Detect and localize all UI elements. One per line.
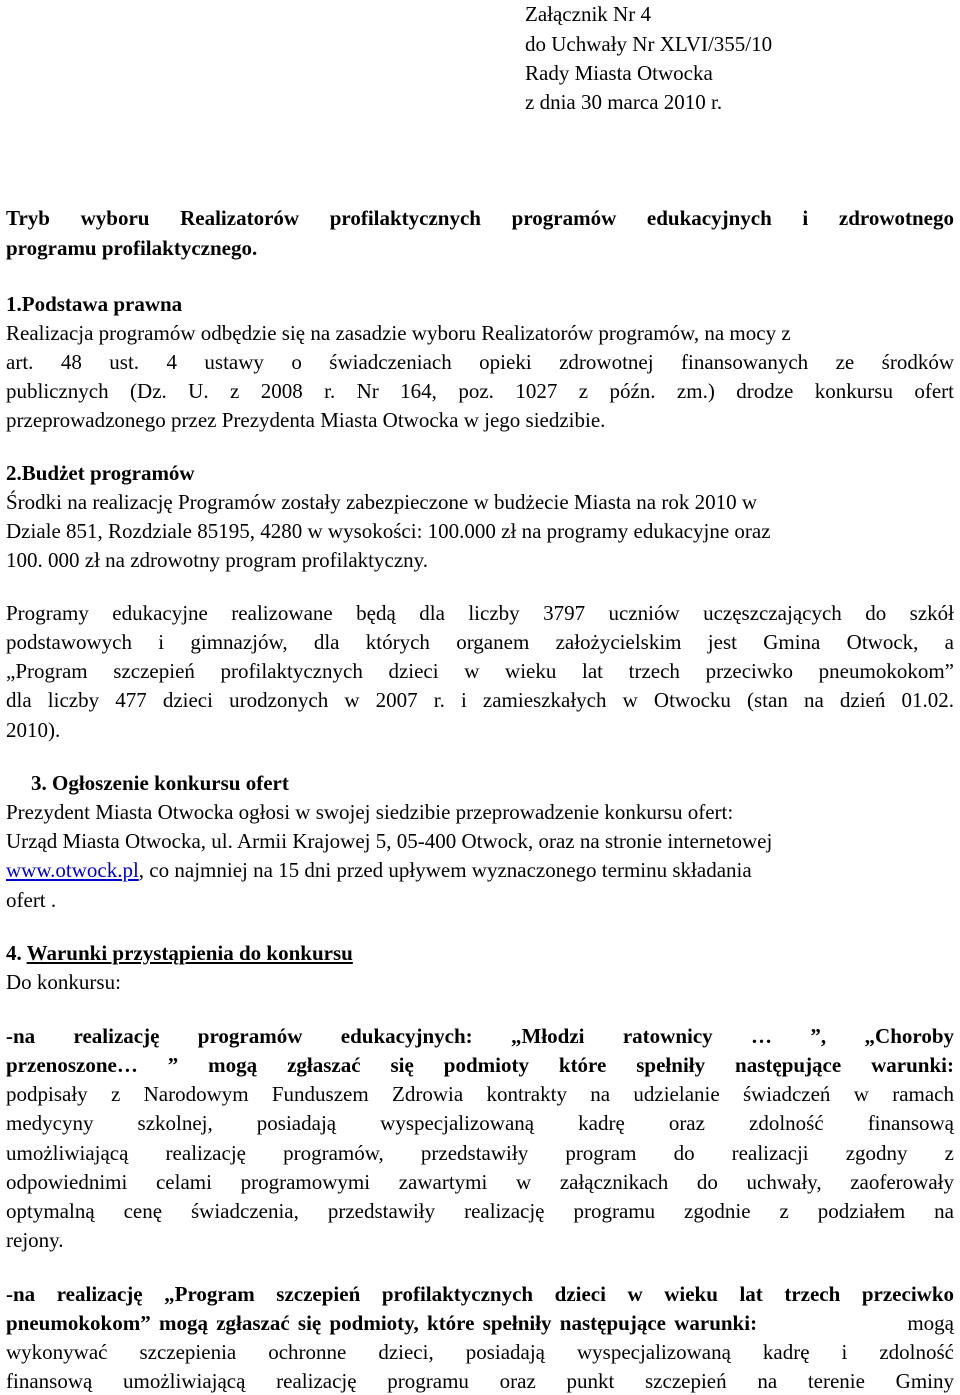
paragraph-line: Prezydent Miasta Otwocka ogłosi w swojej siedzibie przeprowadzenie konkursu ofert: [6, 800, 734, 824]
condition-item-heading: przenoszone… ” mogą zgłaszać się podmioty które spełniły następujące warunki: [6, 1055, 954, 1077]
header-line-attachment: Załącznik Nr 4 [525, 2, 651, 26]
paragraph-line: dla liczby 477 dzieci urodzonych w 2007 r. i zamieszkałych w Otwocku (stan na dzień 01.02. [6, 690, 954, 712]
section-heading-row [6, 773, 289, 794]
paragraph-line: podpisały z Narodowym Funduszem Zdrowia kontrakty na udzielanie świadczeń w ramach [6, 1084, 954, 1106]
paragraph-line: optymalną cenę świadczenia, przedstawiły realizację programu zgodnie z podziałem na [6, 1201, 954, 1223]
paragraph-line: przeprowadzonego przez Prezydenta Miasta Otwocka w jego siedzibie. [6, 408, 606, 432]
section-heading: 1.Podstawa prawna [6, 292, 183, 316]
paragraph-line: „Program szczepień profilaktycznych dzieci w wieku lat trzech przeciwko pneumokokom” [6, 661, 954, 683]
paragraph-line: ofert . [6, 888, 57, 912]
paragraph-line: rejony. [6, 1228, 64, 1252]
website-link[interactable]: www.otwock.pl [6, 858, 139, 882]
section-heading: Ogłoszenie konkursu ofert [52, 771, 289, 795]
section-number: 4. [6, 941, 22, 965]
header-line-resolution: do Uchwały Nr XLVI/355/10 [525, 32, 773, 56]
title-line: Tryb wyboru Realizatorów profilaktycznych programów edukacyjnych i zdrowotnego [6, 208, 954, 230]
section-heading: Warunki przystąpienia do konkursu [26, 941, 353, 965]
section-heading: 2.Budżet programów [6, 461, 195, 485]
header-line-date: z dnia 30 marca 2010 r. [525, 90, 723, 114]
title-line: programu profilaktycznego. [6, 236, 258, 260]
paragraph-line: 2010). [6, 718, 61, 742]
paragraph-line: 100. 000 zł na zdrowotny program profilaktyczny. [6, 548, 429, 572]
paragraph-line: Realizacja programów odbędzie się na zasadzie wyboru Realizatorów programów, na mocy z [6, 321, 791, 345]
condition-item-heading-row [6, 1313, 954, 1334]
section-heading-row [6, 943, 353, 964]
paragraph-line: Dziale 851, Rozdziale 85195, 4280 w wysokości: 100.000 zł na programy edukacyjne oraz [6, 519, 771, 543]
paragraph-line [6, 860, 752, 881]
paragraph-line: medycyny szkolnej, posiadają wyspecjalizowaną kadrę oraz zdolność finansową [6, 1113, 954, 1135]
paragraph-line: podstawowych i gimnazjów, dla których organem założycielskim jest Gmina Otwock, a [6, 632, 954, 654]
paragraph-line: publicznych (Dz. U. z 2008 r. Nr 164, poz. 1027 z późn. zm.) drodze konkursu ofert [6, 381, 954, 403]
paragraph-line: odpowiednimi celami programowymi zawartymi w załącznikach do uchwały, zaoferowały [6, 1172, 954, 1194]
paragraph-line: finansową umożliwiającą realizację programu oraz punkt szczepień na terenie Gminy [6, 1371, 954, 1393]
paragraph-line: Środki na realizację Programów zostały zabezpieczone w budżecie Miasta na rok 2010 w [6, 490, 758, 514]
condition-item-heading: -na realizację „Program szczepień profilaktycznych dzieci w wieku lat trzech przeciwko [6, 1284, 954, 1306]
paragraph-line: Programy edukacyjne realizowane będą dla liczby 3797 uczniów uczęszczających do szkół [6, 603, 954, 625]
paragraph-text: , co najmniej na 15 dni przed upływem wyznaczonego terminu składania [138, 858, 752, 882]
paragraph-line: Urząd Miasta Otwocka, ul. Armii Krajowej 5, 05-400 Otwock, oraz na stronie internetowej [6, 829, 773, 853]
paragraph-line: umożliwiającą realizację programów, przedstawiły program do realizacji zgodny z [6, 1143, 954, 1165]
paragraph-line: wykonywać szczepienia ochronne dzieci, posiadają wyspecjalizowaną kadrę i zdolność [6, 1342, 954, 1364]
section-number: 3. [31, 771, 47, 795]
paragraph-line: art. 48 ust. 4 ustawy o świadczeniach opieki zdrowotnej finansowanych ze środków [6, 352, 954, 374]
paragraph-line: Do konkursu: [6, 970, 121, 994]
paragraph-text: mogą [907, 1311, 954, 1335]
header-line-council: Rady Miasta Otwocka [525, 61, 713, 85]
condition-item-heading: -na realizację programów edukacyjnych: „Młodzi ratownicy … ”, „Choroby [6, 1026, 954, 1048]
condition-item-heading: pneumokokom” mogą zgłaszać się podmioty, które spełniły następujące warunki: [6, 1311, 758, 1335]
